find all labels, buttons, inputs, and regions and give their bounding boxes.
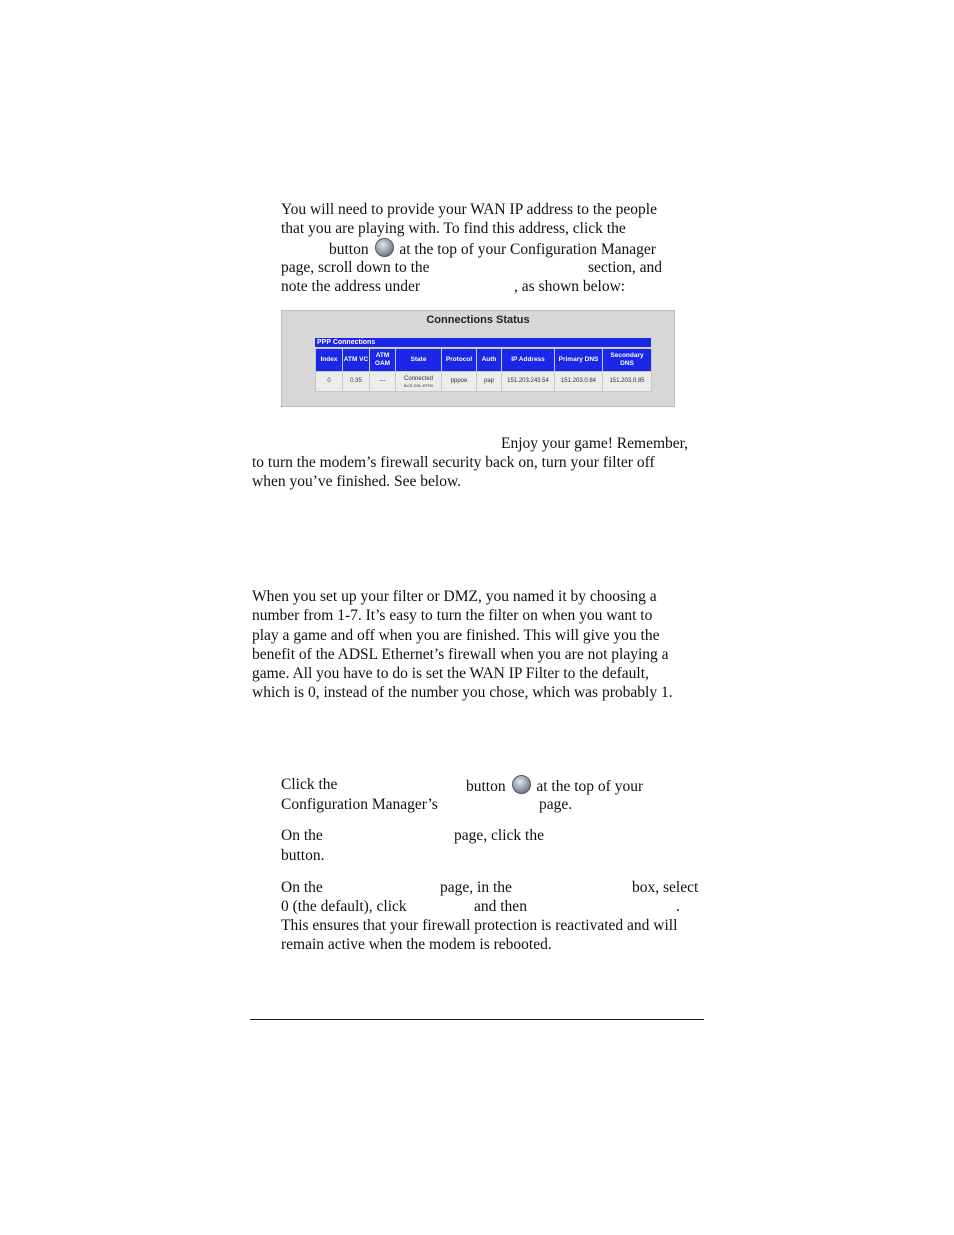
para3-line3: play a game and off when you are finished. This will give you the — [252, 627, 660, 644]
para2-line3: when you’ve finished. See below. — [252, 473, 462, 490]
cell-ip-address: 151.203.243.54 — [502, 372, 555, 392]
para3-line5: game. All you have to do is set the WAN IP Filter to the default, — [252, 665, 649, 682]
status-globe-icon — [375, 238, 394, 257]
col-secondary-dns: Secondary DNS — [603, 349, 652, 372]
step2-c: button. — [281, 847, 325, 864]
cell-atm-vc: 0.35 — [343, 372, 370, 392]
cell-secondary-dns: 151.203.0.85 — [603, 372, 652, 392]
step3-d: 0 (the default), click — [281, 898, 407, 915]
cell-state-sub: BOS-DSL-RTR0 — [403, 382, 434, 388]
step1-c: at the top of your — [536, 778, 644, 795]
para1-line4a: page, scroll down to the — [281, 259, 430, 276]
cell-index: 0 — [316, 372, 343, 392]
step1-button-word: button — [466, 778, 506, 795]
step2-b: page, click the — [454, 827, 544, 844]
step1-b-line — [466, 775, 643, 796]
table-header-row — [316, 349, 652, 372]
para1-button-word: button — [329, 241, 369, 258]
para1-line3-rest: at the top of your Configuration Manager — [399, 241, 656, 258]
col-index: Index — [316, 349, 343, 372]
step2-a: On the — [281, 827, 323, 844]
ppp-connections-header: PPP Connections — [315, 338, 651, 347]
para3-line6: which is 0, instead of the number you chose, which was probably 1. — [252, 684, 673, 701]
col-atm-oam: ATM OAM — [370, 349, 396, 372]
step3-e: and then — [474, 898, 527, 915]
para3-line1: When you set up your filter or DMZ, you named it by choosing a — [252, 588, 657, 605]
ppp-connections-table — [315, 348, 652, 392]
step3-h: remain active when the modem is rebooted. — [281, 936, 552, 953]
para1-line4b: section, and — [588, 259, 663, 276]
step3-b: page, in the — [440, 879, 512, 896]
col-auth: Auth — [477, 349, 502, 372]
cell-state — [396, 372, 442, 392]
col-state: State — [396, 349, 442, 372]
footer-divider — [250, 1019, 704, 1020]
para3-line2: number from 1-7. It’s easy to turn the filter on when you want to — [252, 607, 653, 624]
para2-line1: Enjoy your game! Remember, — [501, 435, 689, 452]
step3-g: This ensures that your firewall protection is reactivated and will — [281, 917, 678, 934]
step1-e: page. — [539, 796, 573, 813]
table-row — [316, 372, 652, 392]
cell-protocol: pppoe — [442, 372, 477, 392]
cell-auth: pap — [477, 372, 502, 392]
para1-line5b: , as shown below: — [514, 278, 626, 295]
step1-a: Click the — [281, 776, 338, 793]
step3-c: box, select — [632, 879, 699, 896]
cell-primary-dns: 151.203.0.84 — [555, 372, 603, 392]
step3-f: . — [676, 898, 680, 915]
connections-status-screenshot — [281, 310, 675, 407]
step3-a: On the — [281, 879, 323, 896]
col-primary-dns: Primary DNS — [555, 349, 603, 372]
para1-line1: You will need to provide your WAN IP address to the people — [281, 201, 657, 218]
col-protocol: Protocol — [442, 349, 477, 372]
cell-atm-oam: --- — [370, 372, 396, 392]
para1-line2: that you are playing with. To find this address, click the — [281, 220, 626, 237]
para1-line3 — [329, 238, 656, 259]
para1-line5a: note the address under — [281, 278, 421, 295]
cell-state-value: Connected — [403, 375, 434, 382]
setup-arrow-icon — [512, 775, 531, 794]
para3-line4: benefit of the ADSL Ethernet’s firewall when you are not playing a — [252, 646, 669, 663]
para2-line2: to turn the modem’s firewall security back on, turn your filter off — [252, 454, 655, 471]
col-atm-vc: ATM VC — [343, 349, 370, 372]
connections-status-title: Connections Status — [426, 314, 530, 326]
col-ip-address: IP Address — [502, 349, 555, 372]
step1-d: Configuration Manager’s — [281, 796, 438, 813]
